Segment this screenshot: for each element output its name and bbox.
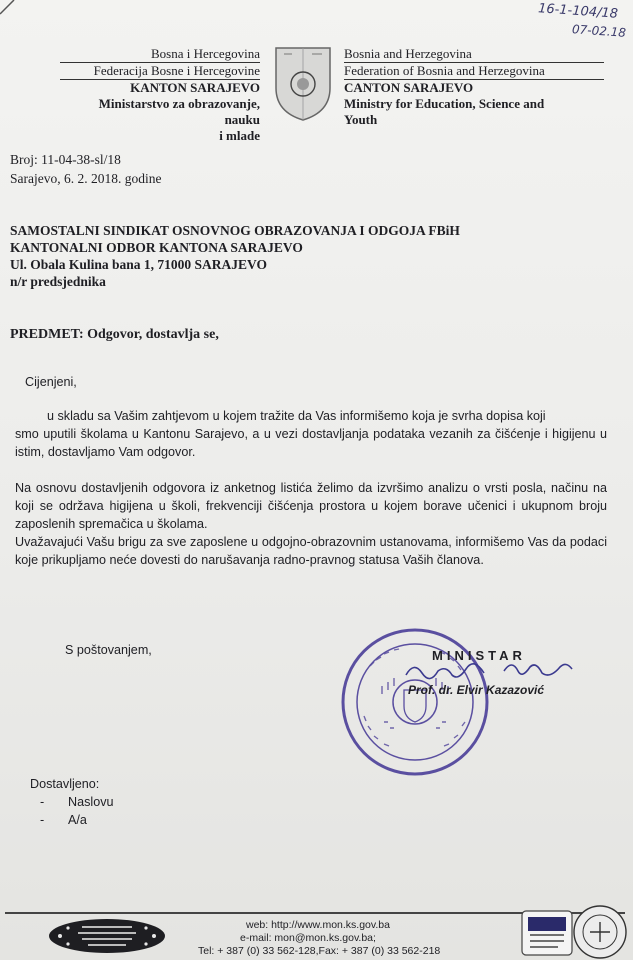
header-right-federation: Federation of Bosnia and Herzegovina <box>344 63 604 80</box>
header-right-canton: CANTON SARAJEVO <box>344 80 474 95</box>
recipient-name: SAMOSTALNI SINDIKAT OSNOVNOG OBRAZOVANJA I ODGOJA FBiH <box>10 223 460 238</box>
recipient-address: Ul. Obala Kulina bana 1, 71000 SARAJEVO <box>10 257 268 272</box>
header-right-ministry-cont: Youth <box>344 112 378 127</box>
closing-greeting: S poštovanjem, <box>65 643 152 657</box>
iso-certificate-seal-icon <box>572 904 628 960</box>
footer-email: e-mail: mon@mon.ks.gov.ba; <box>240 932 376 944</box>
recipient-attention: n/r predsjednika <box>10 274 106 289</box>
paragraph-1-rest: smo uputili školama u Kantonu Sarajevo, a u vezi dostavljanja podataka vezanih za čišćenje i higijenu u istim, dostavljamo Vam odgovor. <box>15 427 607 459</box>
corner-fold-mark <box>0 0 40 40</box>
footer-phone: Tel: + 387 (0) 33 562-128,Fax: + 387 (0) 33 562-218 <box>198 945 441 957</box>
coat-of-arms-icon <box>272 44 334 122</box>
delivered-item-bullet: - <box>40 795 45 809</box>
footer-web: web: http://www.mon.ks.gov.ba <box>246 919 390 931</box>
delivered-item: Naslovu <box>68 795 114 809</box>
header-left-federation: Federacija Bosne i Hercegovine <box>60 63 260 80</box>
delivered-item: A/a <box>68 813 87 827</box>
recipient-block <box>10 222 460 290</box>
minister-name: Prof. dr. Elvir Kazazović <box>408 683 545 697</box>
paragraph-1-first-line: u skladu sa Vašim zahtjevom u kojem tražite da Vas informišemo koja je svrha dopisa koji <box>47 409 546 423</box>
header-right <box>344 46 604 128</box>
minister-title: MINISTAR <box>432 648 526 663</box>
paragraph-2: Na osnovu dostavljenih odgovora iz anketnog listića želimo da izvršimo analizu o vrsti posla, načinu na koji se održava higijena u školi, frekvenciji čišćenja prostora u kojem borave učenici i ukupnom broju zaposlenih spremačica u školama. <box>15 481 607 531</box>
header-left <box>60 46 260 144</box>
header-left-ministry-cont: i mlade <box>219 128 260 143</box>
recipient-board: KANTONALNI ODBOR KANTONA SARAJEVO <box>10 240 303 255</box>
handwritten-date: 07-02.18 <box>571 22 627 40</box>
header-right-ministry: Ministry for Education, Science and <box>344 96 545 111</box>
header-left-ministry: Ministarstvo za obrazovanje, nauku <box>98 96 260 127</box>
salutation: Cijenjeni, <box>25 375 77 389</box>
header-left-canton: KANTON SARAJEVO <box>130 80 260 95</box>
canton-badge-icon <box>48 918 166 954</box>
header-right-country: Bosnia and Herzegovina <box>344 46 604 63</box>
document-date: Sarajevo, 6. 2. 2018. godine <box>10 171 162 186</box>
document-number: Broj: 11-04-38-sl/18 <box>10 152 121 167</box>
paragraph-3: Uvažavajući Vašu brigu za sve zaposlene u odgojno-obrazovnim ustanovama, informišemo Vas da podaci koje prikupljamo neće dovesti do narušavanja radno-pravnog statusa Vaših članova. <box>15 535 607 567</box>
tuv-certification-icon <box>518 905 576 959</box>
header-left-country: Bosna i Hercegovina <box>60 46 260 63</box>
delivered-item-bullet: - <box>40 813 45 827</box>
handwritten-reference-number: 16-1-104/18 <box>537 1 619 22</box>
subject-line: PREDMET: Odgovor, dostavlja se, <box>10 327 219 342</box>
delivered-label: Dostavljeno: <box>30 777 100 791</box>
